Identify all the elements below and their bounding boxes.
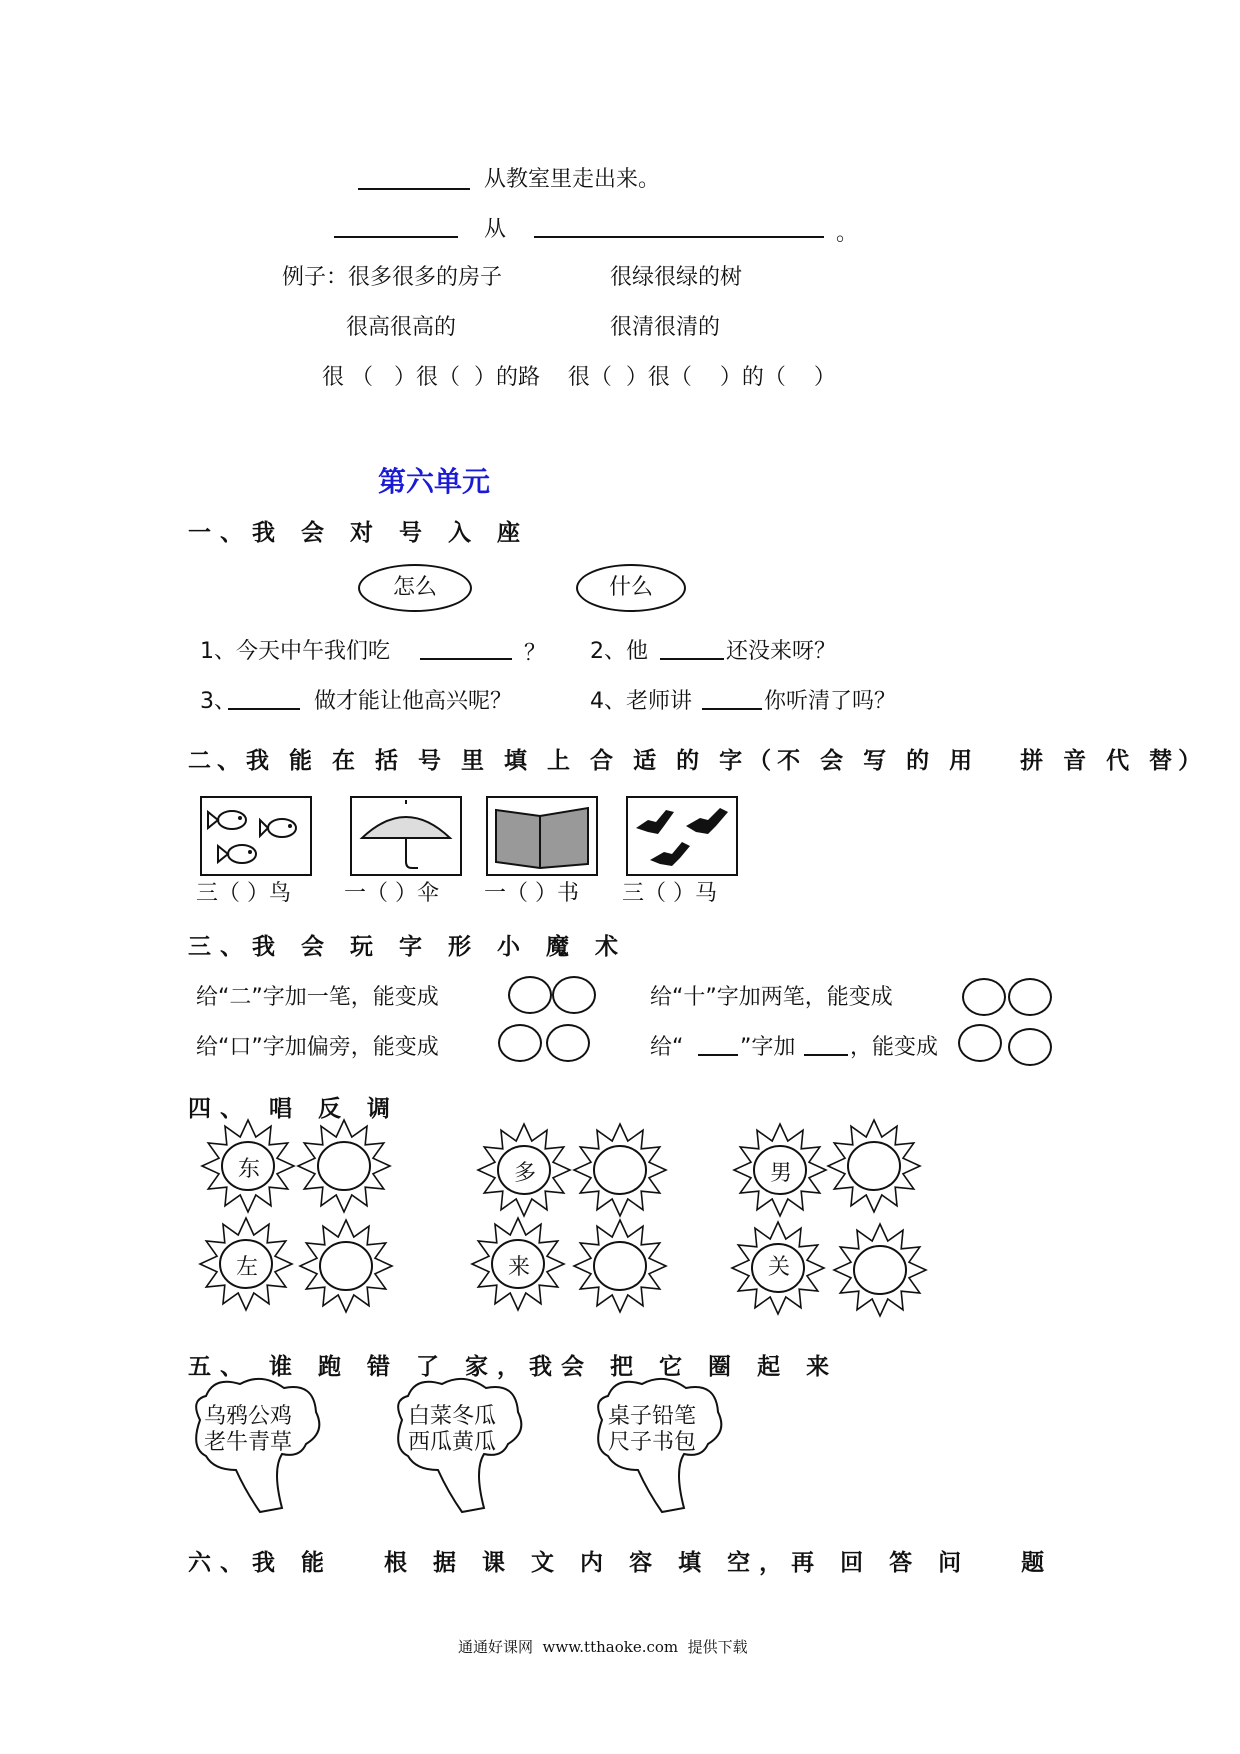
question-text: 还没来呀？: [726, 639, 837, 664]
cloud-line: 尺子书包: [608, 1430, 697, 1455]
cloud-line: 乌鸦公鸡: [204, 1404, 293, 1429]
cloud-words: [608, 1404, 696, 1456]
sun-word: 来: [507, 1255, 530, 1280]
section-heading: 六、我 能 根 据 课 文 内 容 填 空，再 回 答 问 题: [188, 1550, 1054, 1576]
page-footer: 通通好课网 www.tthaoke.com 提供下载: [458, 1638, 748, 1656]
cloud-line: 老牛青草: [204, 1430, 293, 1455]
section-heading: 五、 谁 跑 错 了 家，我会 把 它 圈 起 来: [188, 1354, 839, 1380]
sun-word: 关: [767, 1255, 790, 1280]
question-text: 你听清了吗？: [764, 689, 897, 714]
magic-text: 给“: [650, 1035, 684, 1060]
example-text: 很高很高的: [346, 315, 457, 340]
picture-caption: 一（ ）书: [484, 881, 579, 906]
picture-caption: 三（ ）马: [622, 881, 717, 906]
sentence-end: 。: [836, 221, 859, 246]
example-text: 很绿很绿的树: [610, 265, 743, 290]
cloud-words: [204, 1404, 292, 1456]
sentence-text: 从教室里走出来。: [484, 167, 661, 192]
section-heading: 一、我 会 对 号 入 座: [188, 520, 530, 546]
magic-text: 给“二”字加一笔，能变成: [196, 985, 439, 1010]
sun-word: 左: [235, 1255, 258, 1280]
question-text: 3、: [200, 689, 236, 714]
question-text: 做才能让他高兴呢？: [314, 689, 513, 714]
sun-word: 男: [769, 1161, 792, 1186]
example-label: 例子：很多很多的房子: [282, 265, 503, 290]
section-heading: 四、 唱 反 调: [188, 1096, 400, 1122]
magic-text: ，能变成: [850, 1035, 939, 1060]
fill-row: 很 （ ）很（ ）的路 很（ ）很（ ）的（ ）: [322, 365, 836, 390]
sun-word: 多: [513, 1161, 536, 1186]
sun-word: 东: [237, 1157, 260, 1182]
question-text: 4、老师讲: [590, 689, 692, 714]
section-heading: 三、我 会 玩 字 形 小 魔 术: [188, 934, 628, 960]
cloud-line: 西瓜黄瓜: [408, 1430, 497, 1455]
cloud-line: 桌子铅笔: [608, 1404, 697, 1429]
example-text: 很清很清的: [610, 315, 721, 340]
question-text: ？: [524, 641, 547, 666]
question-text: 2、他: [590, 639, 648, 664]
magic-text: 给“口”字加偏旁，能变成: [196, 1035, 439, 1060]
oval-label: 什么: [608, 575, 653, 600]
oval-label: 怎么: [392, 575, 437, 600]
magic-text: 给“十”字加两笔，能变成: [650, 985, 893, 1010]
magic-text: ”字加: [740, 1035, 796, 1060]
picture-caption: 一（ ）伞: [344, 881, 439, 906]
cloud-words: [408, 1404, 496, 1456]
picture-caption: 三（ ）鸟: [196, 881, 291, 906]
cloud-line: 白菜冬瓜: [408, 1404, 497, 1429]
sentence-from: 从: [484, 217, 507, 242]
question-text: 1、今天中午我们吃: [200, 639, 390, 664]
unit-title: 第六单元: [378, 465, 491, 498]
section-heading: 二、我 能 在 括 号 里 填 上 合 适 的 字（不 会 写 的 用 拼 音 代 替）: [188, 748, 1208, 774]
